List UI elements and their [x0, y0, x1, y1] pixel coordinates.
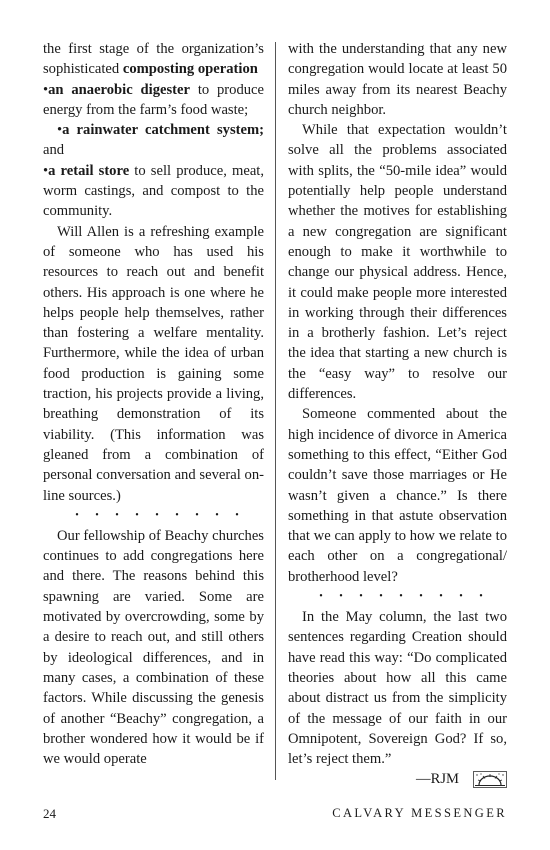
bullet-mark: •	[43, 81, 49, 98]
author-signature: —RJM	[416, 771, 459, 788]
column-divider	[275, 42, 276, 780]
section-separator: • • • • • • • • •	[319, 591, 490, 603]
bold-text: composting operation	[122, 61, 258, 78]
text: to sell produce, meat, worm castings, and compost to the community.	[43, 162, 265, 220]
paragraph: with the understanding that any new congregation would locate at least 50 miles away from its nearest Beachy church neighbor.	[288, 41, 507, 118]
section-separator: • • • • • • • • •	[75, 509, 246, 521]
text: the first stage of the organization’s sophisticated	[43, 41, 264, 78]
page-number: 24	[43, 806, 56, 821]
paragraph: Will Allen is a refreshing example of someone who has used his resources to reach out and benefit others. His approach is one where he helps people help themselves, rather than fostering a welfare mentality. Furthermore, while the idea of urban food production is gaining some traction, his projects provide a living, breathing demonstration of its viability. (This information was gleaned from a combination of personal conversation and several on-line sources.)	[43, 223, 264, 504]
paragraph	[43, 39, 264, 80]
bullet-mark: •	[57, 122, 63, 139]
text: to produce energy from the farm’s food waste;	[43, 81, 265, 118]
sunrise-ornament-icon	[473, 771, 507, 788]
signature-line	[288, 769, 507, 789]
bold-text: a retail store	[48, 162, 130, 179]
bullet-item	[43, 161, 264, 222]
bold-text: a rainwater catchment system;	[62, 122, 264, 139]
paragraph: Our fellowship of Beachy churches continues to add congregations here and there. The reasons behind this spawning are varied. Some are motivated by overcrowding, some by a desire to reach out, and still others by ideological differences, and in many cases, a combination of these factors. While discussing the genesis of another “Beachy” congregation, a brother wondered how it would be if we would operate	[43, 527, 264, 768]
left-column	[43, 39, 264, 769]
bold-text: an anaerobic digester	[48, 81, 190, 98]
text: and	[43, 142, 65, 159]
bullet-item	[43, 80, 264, 121]
right-column	[288, 39, 507, 790]
paragraph: While that expectation wouldn’t solve all the problems associated with splits, the “50-mile idea” would potentially help people understand whether the motives for establishing a new congregation are significant enough to make it worthwhile to change our physical address. Hence, it could make people more interested in working through their differences in a brotherly fashion. Let’s reject the idea that starting a new church is the “easy way” to resolve our differences.	[288, 122, 507, 403]
paragraph: Someone commented about the high incidence of divorce in America something to this effect, “Either God couldn’t save those marriages or He wasn’t given a chance.” Is there something in that astute observation that we can apply to how we relate to each other on a congregational/ brotherhood level?	[288, 406, 507, 585]
bullet-item	[43, 120, 264, 161]
paragraph: In the May column, the last two sentences regarding Creation should have read this way: “Do complicated theories about how all this came about distract us from the simplicity of the message of our faith in our Omnipotent, Sovereign God? If so, let’s reject them.”	[288, 609, 507, 768]
bullet-mark: •	[43, 162, 49, 179]
publication-title: CALVARY MESSENGER	[332, 806, 507, 820]
